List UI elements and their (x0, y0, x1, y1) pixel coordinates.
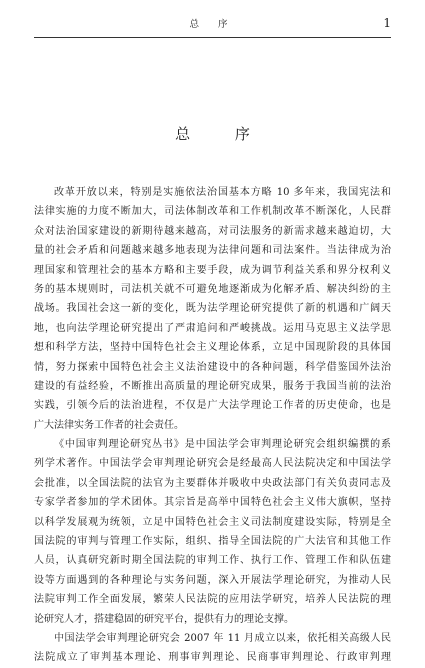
text-line: 会批准，以全国法院的法官为主要群体并吸收中央政法部门有关负责同志及 (34, 477, 391, 489)
text-line: 法院审判工作全面发展，繁荣人民法院的应用法学研究，培养人民法院的理 (34, 594, 391, 606)
text-line: 实践，引领今后的法治进程，不仅是广大法学理论工作者的历史使命，也是 (34, 400, 391, 412)
page-number: 1 (383, 16, 391, 30)
body-text (34, 183, 391, 668)
running-title: 总 序 (189, 19, 236, 30)
text-line: 法院成立了审判基本理论、刑事审判理论、民商事审判理论、行政审判理 (34, 652, 391, 664)
text-line: 专家学者参加的学术团体。其宗旨是高举中国特色社会主义伟大旗帜，坚持 (34, 497, 391, 509)
text-line: 务的基本规则时，司法机关就不可避免地逐渐成为化解矛盾、解决纠纷的主 (34, 283, 391, 295)
text-line: 设等方面遇到的各种理论与实务问题，深入开展法学理论研究，为推动人民 (34, 574, 391, 586)
text-line: 法律实施的力度不断加大，司法体制改革和工作机制改革不断深化，人民群 (34, 206, 391, 218)
text-line: 理国家和管理社会的基本方略和主要手段，成为调节利益关系和界分权利义 (34, 264, 391, 276)
text-line: 列学术著作。中国法学会审判理论研究会是经最高人民法院决定和中国法学 (34, 458, 391, 470)
text-line: 情，努力探索中国特色社会主义法治建设中的各种问题，科学借鉴国外法治 (34, 361, 391, 373)
text-line: 论研究人才，搭建稳固的研究平台，提供有力的理论支撑。 (34, 613, 294, 625)
text-line: 战场。我国社会这一新的变化，既为法学理论研究提供了新的机遇和广阔天 (34, 303, 391, 315)
chapter-title: 总 序 (175, 125, 270, 143)
text-line: 量的社会矛盾和问题越来越多地表现为法律问题和司法案件。当法律成为治 (34, 245, 391, 257)
text-line: 广大法律实务工作者的社会责任。 (34, 419, 184, 431)
text-line: 人员，认真研究新时期全国法院的审判工作、执行工作、管理工作和队伍建 (34, 555, 391, 567)
text-line: 地，也向法学理论研究提出了严肃追问和严峻挑战。运用马克思主义法学思 (34, 322, 391, 334)
text-line: 中国法学会审判理论研究会 2007 年 11 月成立以来，依托相关高级人民 (54, 632, 391, 644)
text-line: 建设的有益经验，不断推出高质量的理论研究成果，服务于我国当前的法治 (34, 380, 391, 392)
text-line: 众对法治国家建设的新期待越来越高，对司法服务的新需求越来越迫切，大 (34, 225, 391, 237)
text-line: 想和科学方法，坚持中国特色社会主义理论体系，立足中国现阶段的具体国 (34, 342, 391, 354)
text-line: 以科学发展观为统领，立足中国特色社会主义司法制度建设实际，特别是全 (34, 516, 391, 528)
running-header (34, 14, 391, 36)
text-line: 改革开放以来，特别是实施依法治国基本方略 10 多年来，我国宪法和 (54, 187, 391, 198)
text-line: 《中国审判理论研究丛书》是中国法学会审判理论研究会组织编撰的系 (54, 439, 391, 451)
header-rule (34, 37, 391, 38)
text-line: 国法院的审判与管理工作实际，组织、指导全国法院的广大法官和其他工作 (34, 536, 391, 548)
